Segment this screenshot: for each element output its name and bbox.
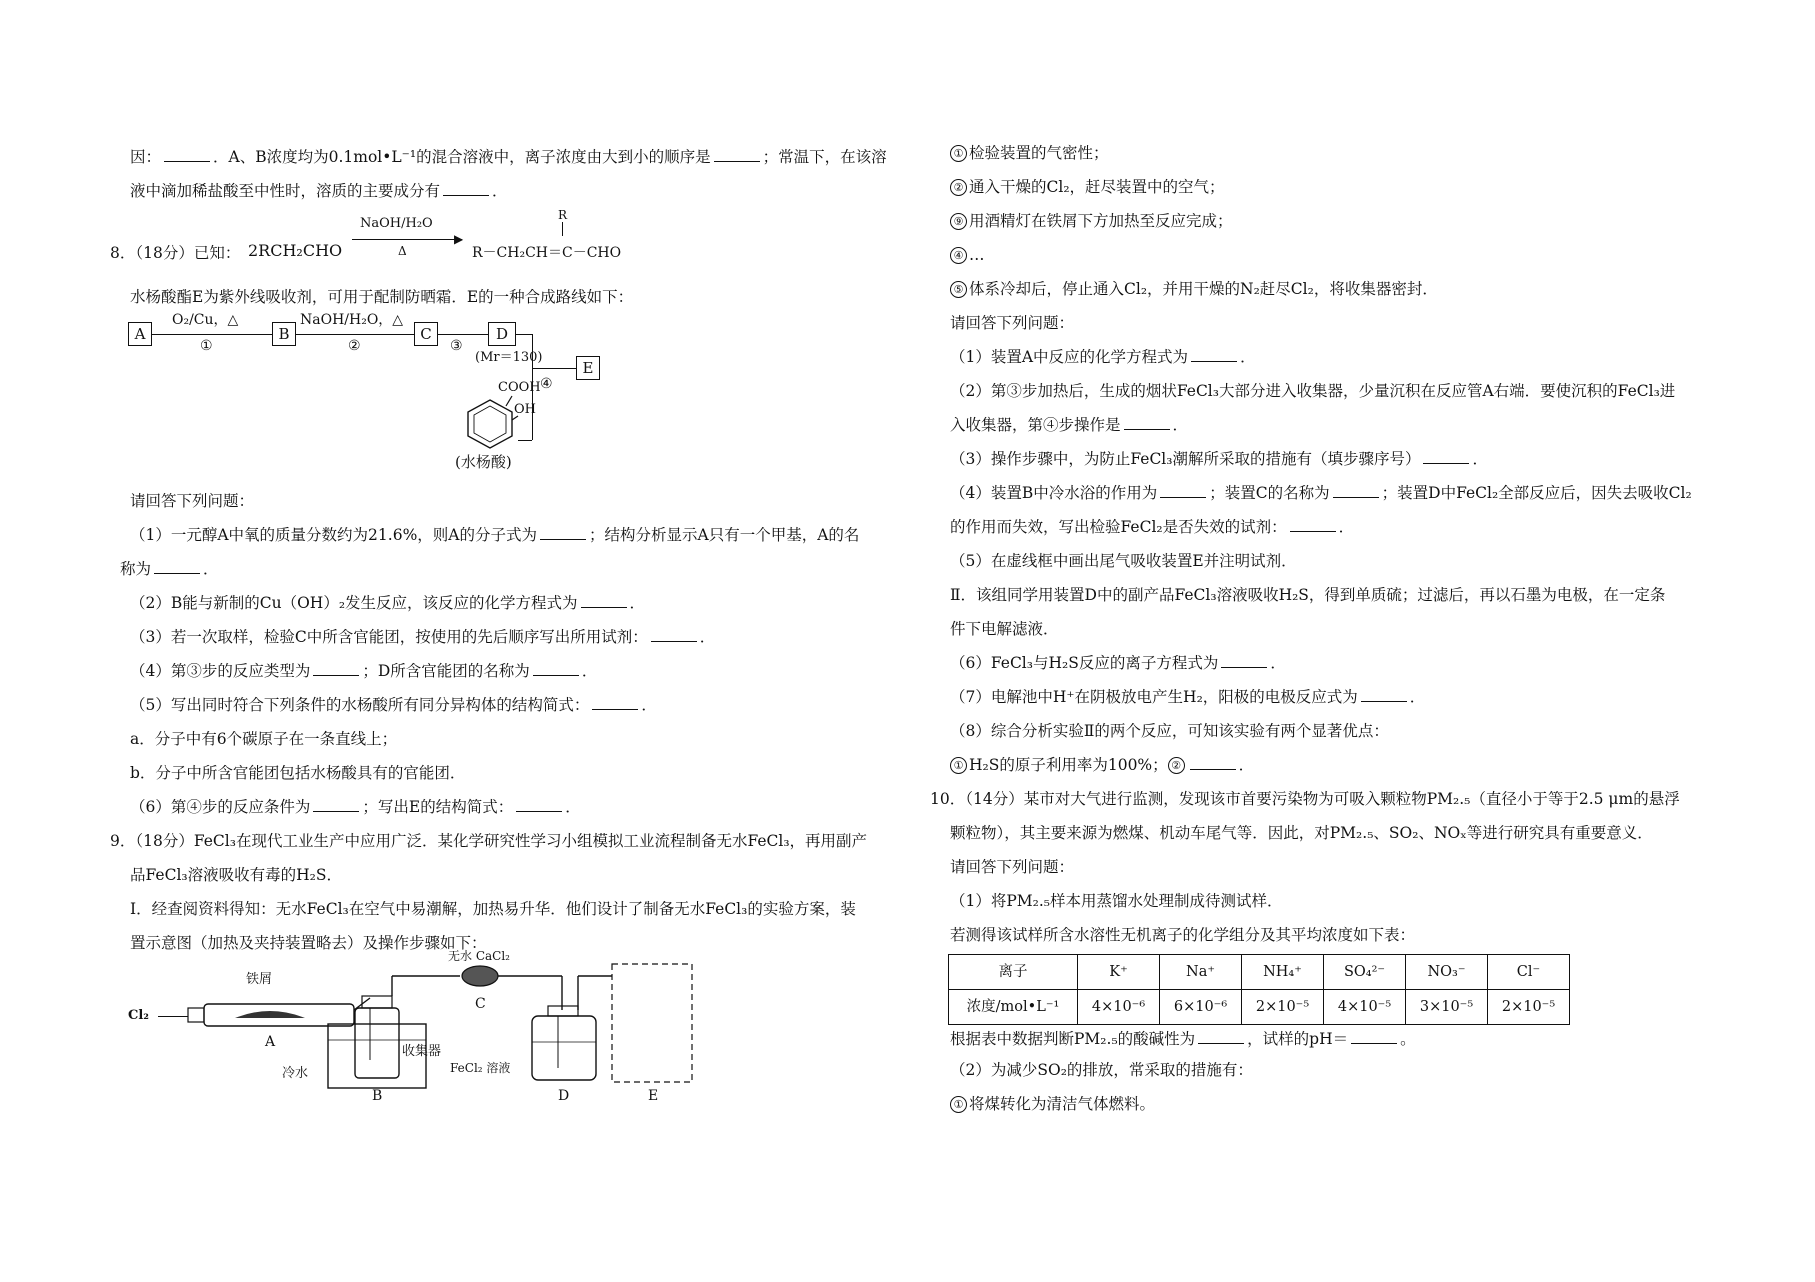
answer-blank[interactable] <box>1190 755 1236 770</box>
answer-blank[interactable] <box>1198 1029 1244 1044</box>
arrow-head-icon: ▶ <box>454 232 464 246</box>
step-number: ② <box>348 338 361 354</box>
table-cell: SO₄²⁻ <box>1324 955 1406 990</box>
number-icon: ② <box>1168 757 1185 774</box>
salicylic-acid-label: (水杨酸) <box>455 453 512 471</box>
product: R－CH₂CH＝C－CHO <box>472 245 622 261</box>
table-header-row <box>949 955 1570 990</box>
q-text: （6）FeCl₃与H₂S反应的离子方程式为 <box>950 654 1219 672</box>
answer-blank[interactable] <box>1333 483 1379 498</box>
q-text: （2）B能与新制的Cu（OH）₂发生反应，该反应的化学方程式为 <box>130 594 578 612</box>
route-line <box>518 440 532 441</box>
step-text: 用酒精灯在铁屑下方加热至反应完成； <box>969 212 1233 230</box>
q8-4-line <box>130 654 900 688</box>
table-cell: 4×10⁻⁵ <box>1324 990 1406 1025</box>
answer-blank[interactable] <box>1361 687 1407 702</box>
compound-c: C <box>414 322 438 346</box>
route-arrow <box>152 334 272 335</box>
table-cell: 3×10⁻⁵ <box>1406 990 1488 1025</box>
apparatus-d-label: D <box>558 1088 570 1104</box>
route-arrow <box>532 368 576 369</box>
table-cell: 2×10⁻⁵ <box>1488 990 1570 1025</box>
answer-blank[interactable] <box>581 593 627 608</box>
part-ii-text: 件下电解滤液． <box>950 620 1059 638</box>
table-cell: NO₃⁻ <box>1406 955 1488 990</box>
answer-blank[interactable] <box>533 661 579 676</box>
cl2-label: Cl₂ <box>128 1008 149 1023</box>
q9-6-line <box>950 646 1710 680</box>
step-1 <box>950 136 1710 170</box>
reaction-condition: NaOH/H₂O <box>360 216 433 231</box>
number-icon: ① <box>950 1096 967 1113</box>
q10-2-measure <box>950 1087 1710 1121</box>
molar-mass: (Mr＝130) <box>475 350 543 365</box>
reaction-arrow <box>352 239 462 240</box>
answer-blank[interactable] <box>1160 483 1206 498</box>
synthesis-route <box>130 314 900 484</box>
q-text: H₂S的原子利用率为100%； <box>969 756 1168 774</box>
answer-blank[interactable] <box>1221 653 1267 668</box>
table-cell: NH₄⁺ <box>1242 955 1324 990</box>
route-arrow <box>438 334 488 335</box>
step-number-icon: ① <box>950 145 967 162</box>
compound-a: A <box>128 322 152 346</box>
q-text: 根据表中数据判断PM₂.₅的酸碱性为 <box>950 1030 1196 1048</box>
step-text: … <box>969 246 985 264</box>
q-text: ；结构分析显示A只有一个甲基，A的名 <box>589 526 860 544</box>
q-text: ． <box>629 594 646 612</box>
q8-intro: 水杨酸酯E为紫外线吸收剂，可用于配制防晒霜．E的一种合成路线如下： <box>130 288 634 306</box>
q-text: （1）装置A中反应的化学方程式为 <box>950 348 1189 366</box>
q-text: ． <box>1338 518 1355 536</box>
q-text: （4）装置B中冷水浴的作用为 <box>950 484 1158 502</box>
benzene-ring-icon <box>460 394 520 456</box>
cold-water-label: 冷水 <box>282 1066 309 1081</box>
q8-title: 8．（18分）已知： <box>110 244 241 262</box>
q9-text: Ⅰ．经查阅资料得知：无水FeCl₃在空气中易潮解，加热易升华．他们设计了制备无水FeCl₃的实验方案，装 <box>130 900 856 918</box>
answer-blank[interactable] <box>313 661 359 676</box>
q10-1-line-2: 若测得该试样所含水溶性无机离子的化学组分及其平均浓度如下表： <box>950 926 1416 944</box>
q-text: ；写出E的结构简式： <box>362 798 514 816</box>
q9-4-line-2 <box>950 510 1710 544</box>
q9-3-line <box>950 442 1710 476</box>
q-text: ． <box>1270 654 1286 672</box>
q-text: 。 <box>1400 1030 1416 1048</box>
table-row <box>949 990 1570 1025</box>
q10-text: 颗粒物），其主要来源为燃煤、机动车尾气等．因此，对PM₂.₅、SO₂、NOₓ等进行研究具有重要意义． <box>950 824 1653 842</box>
table-cell: 2×10⁻⁵ <box>1242 990 1324 1025</box>
q-text: ． <box>1172 416 1189 434</box>
step-text: 体系冷却后，停止通入Cl₂，并用干燥的N₂赶尽Cl₂，将收集器密封． <box>969 280 1438 298</box>
q8-5-line <box>130 688 900 722</box>
q7-text: ．A、B浓度均为0.1mol•L⁻¹的混合溶液中，离子浓度由大到小的顺序是 <box>213 148 711 166</box>
table-cell: Cl⁻ <box>1488 955 1570 990</box>
q7-tail-line-2 <box>130 174 900 208</box>
answer-blank[interactable] <box>1351 1029 1397 1044</box>
q8-6-line <box>130 790 900 824</box>
answer-blank[interactable] <box>592 695 638 710</box>
q-text: 称为 <box>120 560 152 578</box>
q9-1-line <box>950 340 1710 374</box>
iron-filings-label: 铁屑 <box>246 972 273 987</box>
table-cell: 4×10⁻⁶ <box>1078 990 1160 1025</box>
condition-b: b．分子中所含官能团包括水杨酸具有的官能团． <box>130 764 466 782</box>
step-number: ④ <box>540 376 553 392</box>
step-condition: O₂/Cu，△ <box>172 312 239 328</box>
q8-3-line <box>130 620 900 654</box>
apparatus-drawing <box>130 960 730 1110</box>
q-text: ，试样的pH＝ <box>1247 1030 1349 1048</box>
q9-2-line: （2）第③步加热后，生成的烟状FeCl₃大部分进入收集器，少量沉积在反应管A右端．要使沉积的FeCl₃进 <box>950 382 1676 400</box>
step-number: ① <box>200 338 213 354</box>
answer-blank[interactable] <box>516 797 562 812</box>
q8-1-line <box>130 518 900 552</box>
q-text: ． <box>699 628 716 646</box>
q-text: ． <box>203 560 219 578</box>
step-number-icon: ⑨ <box>950 213 967 230</box>
step-condition: NaOH/H₂O，△ <box>300 312 404 328</box>
route-line <box>516 334 532 335</box>
answer-blank[interactable] <box>154 559 200 574</box>
q7-text: 因： <box>130 148 162 166</box>
answer-blank[interactable] <box>1191 347 1237 362</box>
apparatus-c-label: C <box>475 996 486 1012</box>
answer-blank[interactable] <box>1124 415 1170 430</box>
q8-1-line-2 <box>120 552 900 586</box>
step-number: ③ <box>450 338 463 354</box>
step-number-icon: ② <box>950 179 967 196</box>
q10-2-line: （2）为减少SO₂的排放，常采取的措施有： <box>950 1061 1253 1079</box>
answer-blank[interactable] <box>1423 449 1469 464</box>
q9-2-line-2 <box>950 408 1710 442</box>
cacl2-label: 无水 CaCl₂ <box>448 949 510 963</box>
answer-blank[interactable] <box>1290 517 1336 532</box>
q-text: 将煤转化为清洁气体燃料。 <box>969 1095 1156 1113</box>
q-text: （7）电解池中H⁺在阴极放电产生H₂，阳极的电极反应式为 <box>950 688 1358 706</box>
q-text: 的作用而失效，写出检验FeCl₂是否失效的试剂： <box>950 518 1287 536</box>
q-text: ． <box>1240 348 1256 366</box>
please-answer: 请回答下列问题： <box>950 314 1075 332</box>
q10-text: 10．（14分）某市对大气进行监测，发现该市首要污染物为可吸入颗粒物PM₂.₅（直径小于等于2.5 μm的悬浮 <box>930 790 1680 808</box>
answer-blank[interactable] <box>443 181 489 196</box>
step-4 <box>950 238 1710 272</box>
q7-text: ． <box>492 182 508 200</box>
apparatus-diagram <box>128 949 900 1110</box>
q-text: ． <box>565 798 581 816</box>
step-number-icon: ④ <box>950 247 967 264</box>
compound-b: B <box>272 322 296 346</box>
table-cell: 离子 <box>949 955 1078 990</box>
step-3 <box>950 204 1710 238</box>
apparatus-b-label: B <box>372 1088 383 1104</box>
collector-label: 收集器 <box>402 1044 442 1059</box>
apparatus-e-label: E <box>648 1088 659 1104</box>
q8-header <box>110 208 900 280</box>
q-text: （5）写出同时符合下列条件的水杨酸所有同分异构体的结构简式： <box>130 696 590 714</box>
q-text: 入收集器，第④步操作是 <box>950 416 1121 434</box>
condition-a: a．分子中有6个碳原子在一条直线上； <box>130 730 398 748</box>
q-text: ；D所含官能团的名称为 <box>362 662 530 680</box>
q9-8-advantages <box>950 748 1710 782</box>
q-text: （4）第③步的反应类型为 <box>130 662 311 680</box>
q-text: ；装置C的名称为 <box>1209 484 1330 502</box>
right-column <box>930 136 1710 1121</box>
q-text: （6）第④步的反应条件为 <box>130 798 311 816</box>
q9-text: 置示意图（加热及夹持装置略去）及操作步骤如下： <box>130 934 487 952</box>
apparatus-a-label: A <box>265 1034 276 1050</box>
step-text: 通入干燥的Cl₂，赶尽装置中的空气； <box>969 178 1225 196</box>
compound-d: D <box>488 322 516 346</box>
reactant: 2RCH₂CHO <box>248 241 343 260</box>
q9-text: 9．（18分）FeCl₃在现代工业生产中应用广泛．某化学研究性学习小组模拟工业流程制备无水FeCl₃，再用副产 <box>110 832 868 850</box>
product-substituent: R <box>558 208 568 222</box>
q9-4-line <box>950 476 1710 510</box>
table-cell: Na⁺ <box>1160 955 1242 990</box>
part-ii-text: Ⅱ．该组同学用装置D中的副产品FeCl₃溶液吸收H₂S，得到单质硫；过滤后，再以石墨为电极，在一定条 <box>950 586 1666 604</box>
q-text: ． <box>581 662 598 680</box>
please-answer: 请回答下列问题： <box>130 492 255 510</box>
route-arrow <box>296 334 414 335</box>
fecl2-solution-label: FeCl₂ 溶液 <box>450 1061 511 1075</box>
q-text: （3）操作步骤中，为防止FeCl₃潮解所采取的措施有（填步骤序号） <box>950 450 1421 468</box>
q-text: ． <box>1409 688 1426 706</box>
compound-e: E <box>576 356 600 380</box>
q10-1-answer-line <box>950 1025 1710 1053</box>
reaction-condition: Δ <box>398 244 407 258</box>
please-answer: 请回答下列问题： <box>950 858 1075 876</box>
answer-blank[interactable] <box>714 147 760 162</box>
q-text: （1）一元醇A中氧的质量分数约为21.6%，则A的分子式为 <box>130 526 537 544</box>
q9-5-line: （5）在虚线框中画出尾气吸收装置E并注明试剂． <box>950 552 1297 570</box>
q7-text: 液中滴加稀盐酸至中性时，溶质的主要成分有 <box>130 182 441 200</box>
table-cell: K⁺ <box>1078 955 1160 990</box>
q-text: （3）若一次取样，检验C中所含官能团，按使用的先后顺序写出所用试剂： <box>130 628 648 646</box>
table-cell: 浓度/mol•L⁻¹ <box>949 990 1078 1025</box>
ion-concentration-table <box>948 954 1570 1025</box>
q-text: ． <box>1472 450 1488 468</box>
hydroxyl-group: OH <box>514 402 536 417</box>
answer-blank[interactable] <box>313 797 359 812</box>
left-column <box>110 140 900 1110</box>
carboxyl-group: COOH <box>498 380 541 395</box>
answer-blank[interactable] <box>651 627 697 642</box>
q9-text: 品FeCl₃溶液吸收有毒的H₂S． <box>130 866 342 884</box>
bond <box>562 222 563 236</box>
number-icon: ① <box>950 757 967 774</box>
q10-1-line: （1）将PM₂.₅样本用蒸馏水处理制成待测试样． <box>950 892 1283 910</box>
step-5 <box>950 272 1710 306</box>
q-text: ． <box>1238 756 1255 774</box>
q7-text: ；常温下，在该溶 <box>762 148 887 166</box>
step-number-icon: ⑤ <box>950 281 967 298</box>
q7-tail-line-1 <box>130 140 900 174</box>
step-text: 检验装置的气密性； <box>969 144 1109 162</box>
q9-7-line <box>950 680 1710 714</box>
table-cell: 6×10⁻⁶ <box>1160 990 1242 1025</box>
q9-8-line: （8）综合分析实验Ⅱ的两个反应，可知该实验有两个显著优点： <box>950 722 1389 740</box>
step-2 <box>950 170 1710 204</box>
q8-2-line <box>130 586 900 620</box>
q-text: ；装置D中FeCl₂全部反应后，因失去吸收Cl₂ <box>1381 484 1692 502</box>
answer-blank[interactable] <box>164 147 210 162</box>
answer-blank[interactable] <box>540 525 586 540</box>
q-text: ． <box>641 696 657 714</box>
